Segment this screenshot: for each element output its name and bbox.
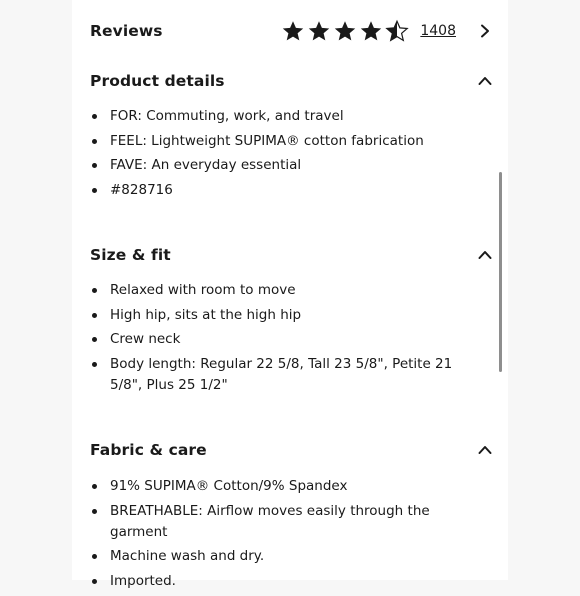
product-details-list — [90, 106, 484, 205]
list-item: Relaxed with room to move — [90, 280, 484, 301]
list-item: Machine wash and dry. — [90, 546, 484, 567]
reviews-title: Reviews — [90, 22, 163, 40]
star-rating — [282, 20, 412, 42]
size-fit-header[interactable] — [90, 242, 492, 268]
chevron-right-icon[interactable] — [478, 24, 492, 38]
size-fit-list — [90, 280, 484, 400]
list-item: Imported. — [90, 571, 484, 592]
list-item: BREATHABLE: Airflow moves easily through the garment — [90, 501, 484, 543]
list-item: High hip, sits at the high hip — [90, 305, 484, 326]
fabric-care-header[interactable] — [90, 437, 492, 463]
list-item: FAVE: An everyday essential — [90, 155, 484, 176]
size-fit-title: Size & fit — [90, 246, 171, 264]
product-info-panel — [72, 0, 508, 590]
list-item: FEEL: Lightweight SUPIMA® cotton fabrication — [90, 131, 484, 152]
product-details-title: Product details — [90, 72, 225, 90]
fabric-care-list — [90, 476, 484, 596]
star-icon — [360, 20, 382, 42]
reviews-summary[interactable] — [282, 20, 492, 42]
list-item: Crew neck — [90, 329, 484, 350]
list-item: 91% SUPIMA® Cotton/9% Spandex — [90, 476, 484, 497]
reviews-row[interactable] — [90, 18, 492, 44]
list-item: #828716 — [90, 180, 484, 201]
star-icon — [282, 20, 304, 42]
review-count-link[interactable]: 1408 — [420, 23, 456, 39]
star-icon — [308, 20, 330, 42]
product-details-header[interactable] — [90, 68, 492, 94]
fabric-care-title: Fabric & care — [90, 441, 207, 459]
star-icon — [334, 20, 356, 42]
list-item: Body length: Regular 22 5/8, Tall 23 5/8", Petite 21 5/8", Plus 25 1/2" — [90, 354, 484, 396]
chevron-up-icon[interactable] — [478, 74, 492, 88]
list-item: FOR: Commuting, work, and travel — [90, 106, 484, 127]
star-icon — [386, 20, 408, 42]
scrollbar-thumb[interactable] — [499, 172, 502, 372]
chevron-up-icon[interactable] — [478, 443, 492, 457]
chevron-up-icon[interactable] — [478, 248, 492, 262]
